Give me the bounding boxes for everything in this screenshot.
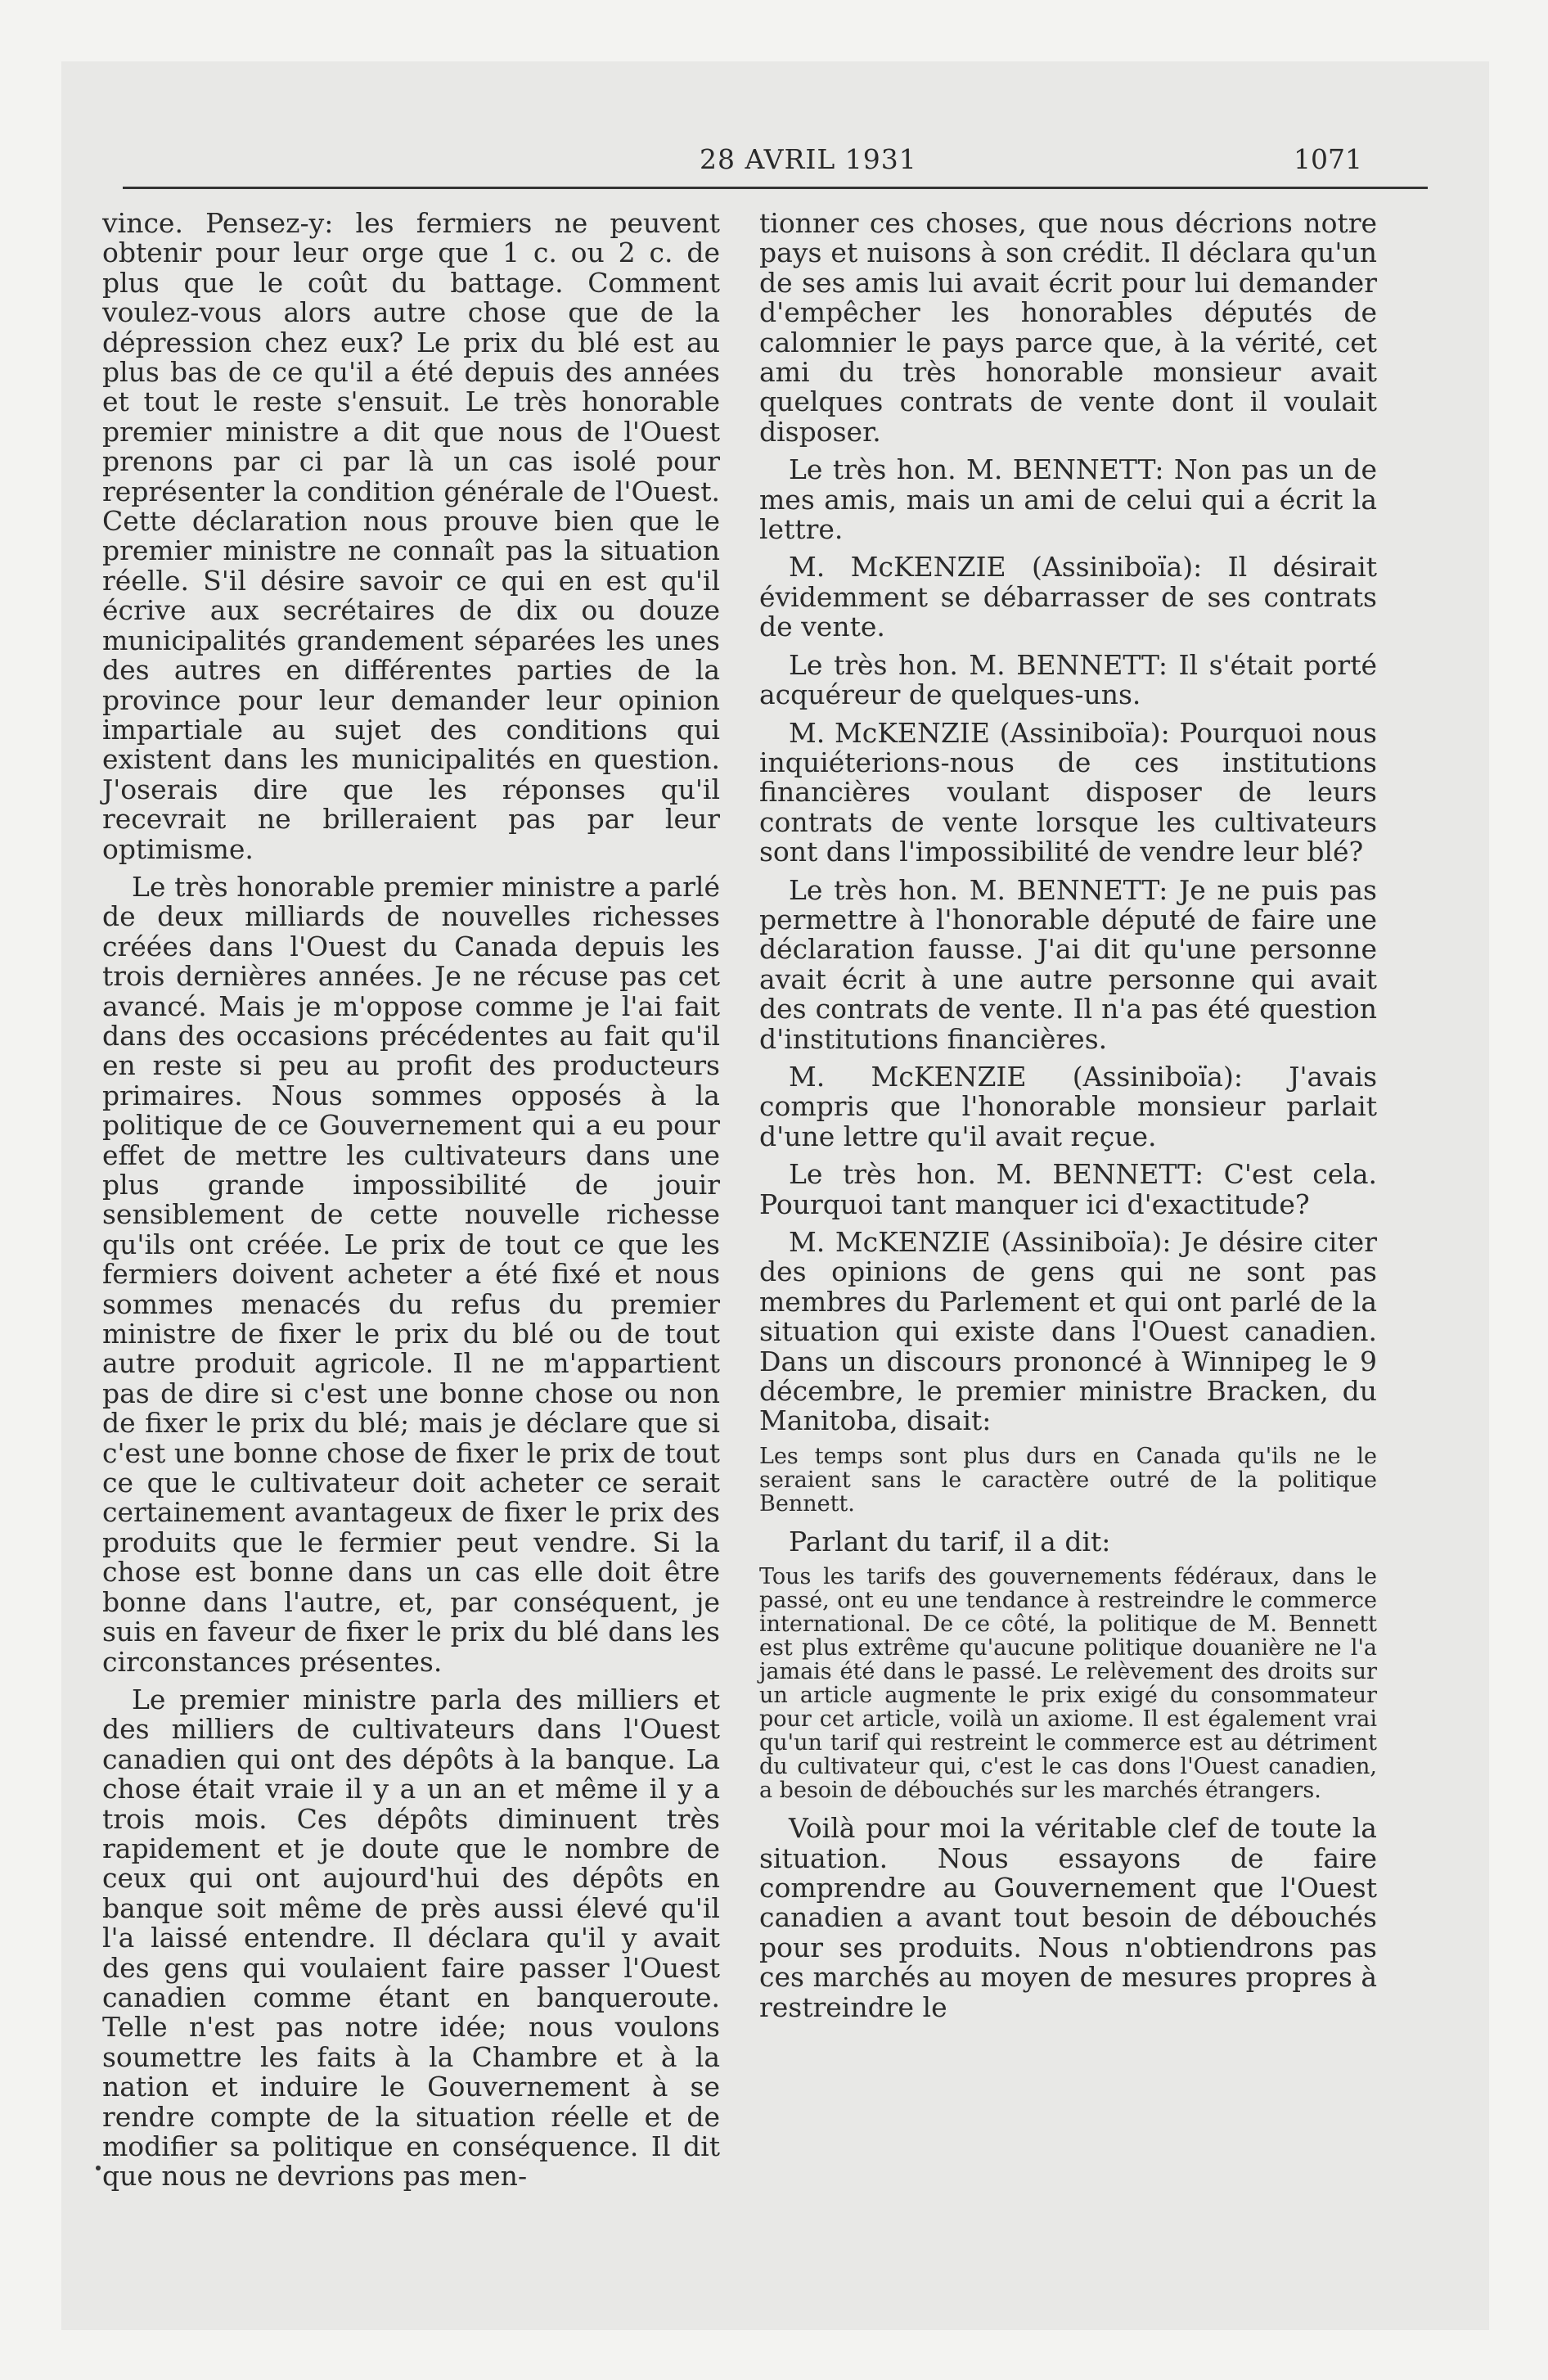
paragraph: Le très honorable premier ministre a parlé de deux milliards de nouvelles richesses créées dans l'Ouest du Canada depuis les trois dernières années. Je ne récuse pas cet avancé. Mais je m'oppose comme je l'ai fait dans des occasions précédentes au fait qu'il en reste si peu au profit des producteurs primaires. Nous sommes opposés à la politique de ce Gouvernement qui a eu pour effet de mettre les cultivateurs dans une plus grande impossibilité de jouir sensiblement de cette nouvelle richesse qu'ils ont créée. Le prix de tout ce que les fermiers doivent acheter a été fixé et nous sommes menacés du refus du premier ministre de fixer le prix du blé ou de tout autre produit agricole. Il ne m'appartient pas de dire si c'est une bonne chose ou non de fixer le prix du blé; mais je déclare que si c'est une bonne chose de fixer le prix de tout ce que le cultivateur doit acheter ce serait certainement avantageux de fixer le prix des produits que le fermier peut vendre. Si la chose est bonne dans un cas elle doit être bonne dans l'autre, et, par conséquent, je suis en faveur de fixer le prix du blé dans les circonstances présentes.	[102, 870, 720, 1678]
left-column	[102, 209, 720, 2200]
header-date: 28 AVRIL 1931	[700, 143, 917, 175]
paragraph: M. McKENZIE (Assiniboïa): Il désirait évidemment se débarrasser de ses contrats de vente.	[759, 551, 1377, 643]
quotation: Tous les tarifs des gouvernements fédéraux, dans le passé, ont eu une tendance à restreindre le commerce international. De ce côté, la politique de M. Bennett est plus extrême qu'aucune politique douanière ne l'a jamais été dans le passé. Le relèvement des droits sur un article augmente le prix exigé du consommateur pour cet article, voilà un axiome. Il est également vrai qu'un tarif qui restreint le commerce est au détriment du cultivateur qui, c'est le cas dons l'Ouest canadien, a besoin de débouchés sur les marchés étrangers.	[759, 1564, 1377, 1804]
page	[61, 61, 1489, 2330]
paragraph: M. McKENZIE (Assiniboïa): Pourquoi nous inquiéterions-nous de ces institutions financières voulant disposer de leurs contrats de vente lorsque les cultivateurs sont dans l'impossibilité de vendre leur blé?	[759, 716, 1377, 868]
paragraph: Le premier ministre parla des milliers et des milliers de cultivateurs dans l'Ouest canadien qui ont des dépôts à la banque. La chose était vraie il y a un an et même il y a trois mois. Ces dépôts diminuent très rapidement et je doute que le nombre de ceux qui ont aujourd'hui des dépôts en banque soit même de près aussi élevé qu'il l'a laissé entendre. Il déclara qu'il y avait des gens qui voulaient faire passer l'Ouest canadien comme étant en banqueroute. Telle n'est pas notre idée; nous voulons soumettre les faits à la Chambre et à la nation et induire le Gouvernement à se rendre compte de la situation réelle et de modifier sa politique en conséquence. Il dit que nous ne devrions pas men-	[102, 1683, 720, 2193]
paragraph: Le très hon. M. BENNETT: Il s'était porté acquéreur de quelques-uns.	[759, 648, 1377, 711]
paragraph: Le très hon. M. BENNETT: Non pas un de mes amis, mais un ami de celui qui a écrit la lettre.	[759, 453, 1377, 546]
paragraph: M. McKENZIE (Assiniboïa): J'avais compris que l'honorable monsieur parlait d'une lettre qu'il avait reçue.	[759, 1060, 1377, 1152]
paragraph: Le très hon. M. BENNETT: C'est cela. Pourquoi tant manquer ici d'exactitude?	[759, 1158, 1377, 1220]
paragraph: Parlant du tarif, il a dit:	[789, 1525, 1111, 1557]
paragraph: Voilà pour moi la véritable clef de toute la situation. Nous essayons de faire comprendre au Gouvernement que l'Ouest canadien a avant tout besoin de débouchés pour ses produits. Nous n'obtiendrons pas ces marchés au moyen de mesures propres à restreindre le	[759, 1812, 1377, 2023]
margin-mark	[96, 2166, 101, 2170]
paragraph: tionner ces choses, que nous décrions notre pays et nuisons à son crédit. Il déclara qu'un de ses amis lui avait écrit pour lui demander d'empêcher les honorables députés de calomnier le pays parce que, à la vérité, cet ami du très honorable monsieur avait quelques contrats de vente dont il voulait disposer.	[759, 207, 1377, 448]
right-column	[759, 209, 1377, 2031]
paragraph: vince. Pensez-y: les fermiers ne peuvent obtenir pour leur orge que 1 c. ou 2 c. de plus que le coût du battage. Comment voulez-vous alors autre chose que de la dépression chez eux? Le prix du blé est au plus bas de ce qu'il a été depuis des années et tout le reste s'ensuit. Le très honorable premier ministre a dit que nous de l'Ouest prenons par ci par là un cas isolé pour représenter la condition générale de l'Ouest. Cette déclaration nous prouve bien que le premier ministre ne connaît pas la situation réelle. S'il désire savoir ce qui en est qu'il écrive aux secrétaires de dix ou douze municipalités grandement séparées les unes des autres en différentes parties de la province pour leur demander leur opinion impartiale au sujet des conditions qui existent dans les municipalités en question. J'oserais dire que les réponses qu'il recevrait ne brilleraient pas par leur optimisme.	[102, 207, 720, 865]
paragraph: M. McKENZIE (Assiniboïa): Je désire citer des opinions de gens qui ne sont pas membres du Parlement et qui ont parlé de la situation qui existe dans l'Ouest canadien. Dans un discours prononcé à Winnipeg le 9 décembre, le premier ministre Bracken, du Manitoba, disait:	[759, 1226, 1377, 1437]
header-rule	[123, 187, 1428, 189]
quotation: Les temps sont plus durs en Canada qu'ils ne le seraient sans le caractère outré de la politique Bennett.	[759, 1443, 1377, 1517]
page-number: 1071	[1294, 143, 1362, 175]
paragraph: Le très hon. M. BENNETT: Je ne puis pas permettre à l'honorable député de faire une déclaration fausse. J'ai dit qu'une personne avait écrit à une autre personne qui avait des contrats de vente. Il n'a pas été question d'institutions financières.	[759, 873, 1377, 1055]
